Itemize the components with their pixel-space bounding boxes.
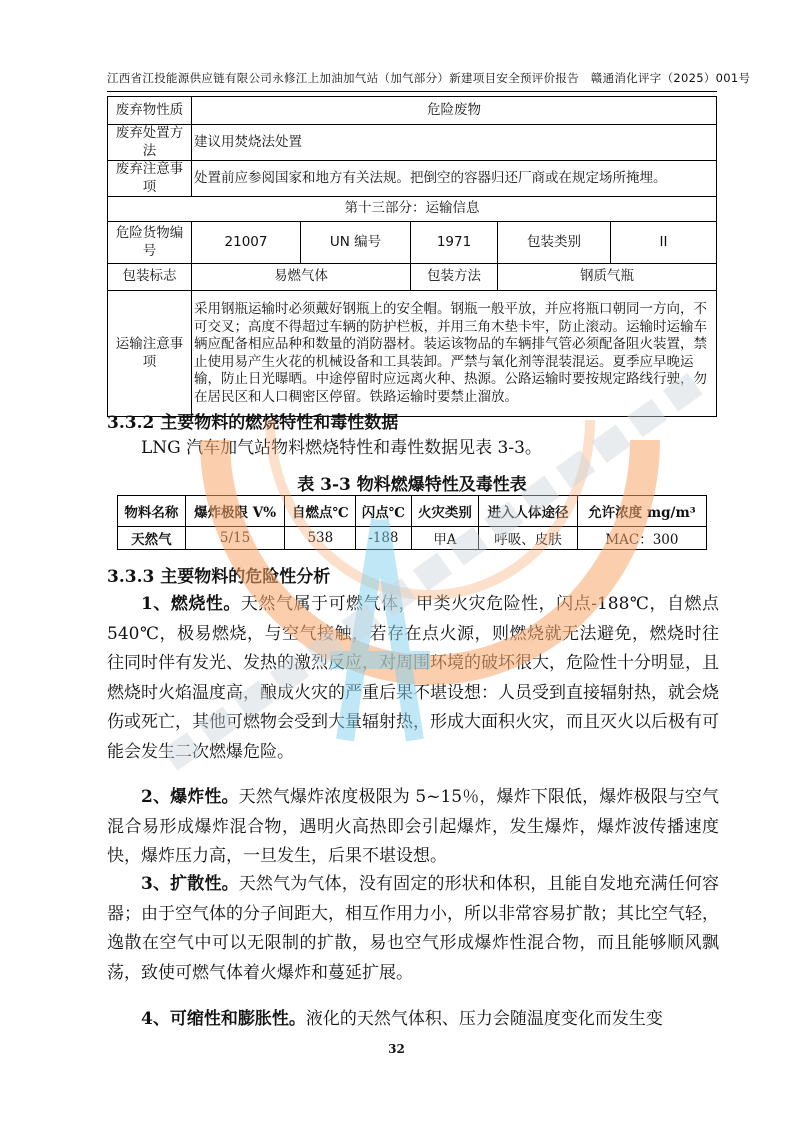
cell-value: 21007 xyxy=(192,222,301,264)
running-header: 江西省江投能源供应链有限公司永修江上加油加气站（加气部分）新建项目安全预评价报告 赣通消化评字（2025）001号 xyxy=(107,70,717,92)
paragraph xyxy=(107,590,719,767)
cell-label: UN 编号 xyxy=(301,222,411,264)
cell-label: 运输注意事项 xyxy=(108,291,192,417)
cell-label: 包装标志 xyxy=(108,264,192,291)
paragraph xyxy=(107,870,719,988)
paragraph-text: 天然气属于可燃气体，甲类火灾危险性，闪点-188℃，自燃点 540℃，极易燃烧，与空气接触，若存在点火源，则燃烧就无法避免，燃烧时往往同时伴有发光、发热的激烈反应，对周围环境的破坏很大，危险性十分明显，且燃烧时火焰温度高，酿成火灾的严重后果不堪设想：人员受到直接辐射热，就会烧伤或死亡，其他可燃物会受到大量辐射热，形成大面积火灾，而且灭火以后极有可能会发生二次燃爆危险。 xyxy=(107,594,719,762)
cell: 天然气 xyxy=(118,527,186,550)
column-header: 自燃点℃ xyxy=(285,496,356,527)
paragraph-text: 天然气为气体，没有固定的形状和体积，且能自发地充满任何容器；由于空气体的分子间距大，相互作用力小，所以非常容易扩散；其比空气轻，逸散在空气中可以无限制的扩散，易也空气形成爆炸性混合物，而且能够顺风飘荡，致使可燃气体着火爆炸和蔓延扩展。 xyxy=(107,874,719,983)
cell: 呼吸、皮肤 xyxy=(479,527,578,550)
table-header-row xyxy=(118,496,707,527)
table-row xyxy=(108,197,717,222)
column-header: 爆炸极限 V% xyxy=(185,496,285,527)
cell-label: 危险货物编号 xyxy=(108,222,192,264)
column-header: 火灾类别 xyxy=(411,496,479,527)
table-caption: 表 3-3 物料燃爆特性及毒性表 xyxy=(297,475,527,495)
cell-value: II xyxy=(611,222,717,264)
cell-value: 危险废物 xyxy=(192,97,717,125)
paragraph-lead: 3、扩散性。 xyxy=(141,874,239,894)
cell-label: 废弃物性质 xyxy=(108,97,192,125)
column-header: 允许浓度 mg/m³ xyxy=(577,496,706,527)
table-row xyxy=(108,125,717,161)
table-row xyxy=(108,291,717,417)
cell: 甲A xyxy=(411,527,479,550)
section-heading: 3.3.2 主要物料的燃烧特性和毒性数据 xyxy=(107,413,399,433)
cell-label: 包装类别 xyxy=(498,222,611,264)
cell-label: 废弃处置方法 xyxy=(108,125,192,161)
paragraph xyxy=(107,1005,719,1035)
msds-table xyxy=(107,96,717,417)
cell-value: 钢质气瓶 xyxy=(498,264,717,291)
cell: -188 xyxy=(356,527,411,550)
cell: 538 xyxy=(285,527,356,550)
table-row xyxy=(108,97,717,125)
column-header: 物料名称 xyxy=(118,496,186,527)
paragraph-text: 天然气爆炸浓度极限为 5~15％，爆炸下限低，爆炸极限与空气混合易形成爆炸混合物，遇明火高热即会引起爆炸，发生爆炸，爆炸波传播速度快，爆炸压力高，一旦发生，后果不堪设想。 xyxy=(107,787,719,866)
table-row xyxy=(108,264,717,291)
page-number: 32 xyxy=(388,1042,405,1056)
cell-value: 建议用焚烧法处置 xyxy=(192,125,717,161)
cell-value: 1971 xyxy=(411,222,498,264)
cell: MAC：300 xyxy=(577,527,706,550)
cell-label: 包装方法 xyxy=(411,264,498,291)
paragraph: LNG 汽车加气站物料燃烧特性和毒性数据见表 3-3。 xyxy=(141,438,542,458)
paragraph-lead: 1、燃烧性。 xyxy=(141,594,241,614)
column-header: 闪点℃ xyxy=(356,496,411,527)
paragraph xyxy=(107,783,719,872)
section-heading-cell: 第十三部分：运输信息 xyxy=(108,197,717,222)
section-heading: 3.3.3 主要物料的危险性分析 xyxy=(107,567,331,587)
paragraph-lead: 4、可缩性和膨胀性。 xyxy=(141,1009,306,1029)
cell-value: 处置前应参阅国家和地方有关法规。把倒空的容器归还厂商或在规定场所掩埋。 xyxy=(192,161,717,197)
paragraph-lead: 2、爆炸性。 xyxy=(141,787,239,807)
column-header: 进入人体途径 xyxy=(479,496,578,527)
paragraph-text: 液化的天然气体积、压力会随温度变化而发生变 xyxy=(305,1009,663,1029)
cell-value: 易燃气体 xyxy=(192,264,411,291)
table-row xyxy=(118,527,707,550)
table-row xyxy=(108,161,717,197)
properties-table xyxy=(117,495,707,550)
table-row xyxy=(108,222,717,264)
cell: 5/15 xyxy=(185,527,285,550)
cell-value: 采用钢瓶运输时必须戴好钢瓶上的安全帽。钢瓶一般平放，并应将瓶口朝同一方向，不可交叉；高度不得超过车辆的防护栏板，并用三角木垫卡牢，防止滚动。运输时运输车辆应配备相应品种和数量的消防器材。装运该物品的车辆排气管必须配备阻火装置，禁止使用易产生火花的机械设备和工具装卸。严禁与氧化剂等混装混运。夏季应早晚运输，防止日光曝晒。中途停留时应远离火种、热源。公路运输时要按规定路线行驶，勿在居民区和人口稠密区停留。铁路运输时要禁止溜放。 xyxy=(192,291,717,417)
cell-label: 废弃注意事项 xyxy=(108,161,192,197)
